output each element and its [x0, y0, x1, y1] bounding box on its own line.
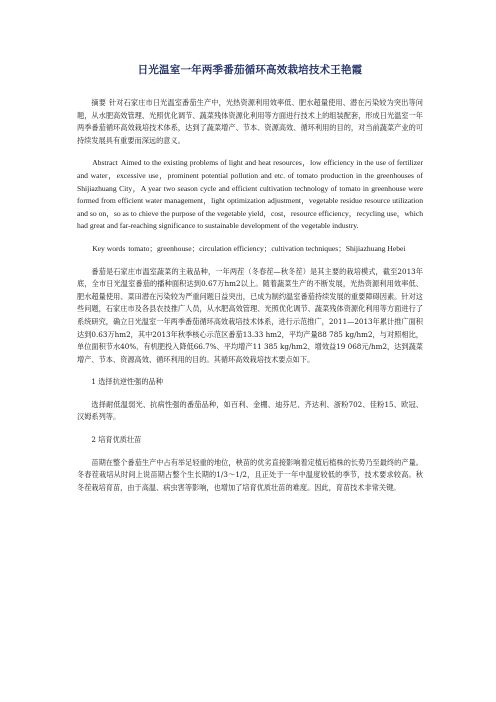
- abstract-cn-label: 摘要: [91, 98, 106, 107]
- document-page: [77, 62, 423, 504]
- section-paragraph: 选择耐低温弱光、抗病性强的番茄品种，如百利、金棚、迪芬尼、齐达利、浙粉702、佳粉15、欧冠、汉姆系列等。: [77, 399, 423, 422]
- abstract-en-text: Aimed to the existing problems of light and heat resources，low efficiency in the use of fertilizer and water，excessive use，prominent potential pollution and etc. of tomato production in the greenhouses of Shijiazhuang City，A year two season cycle and efficient cultivation technology of tomato in greenhouse were formed from efficient water management，light optimization adjustment，vegetable residue resource utilization and so on，so as to chieve the purpose of the vegetable yield，cost，resource efficiency，recycling use，which had great and far-reaching significance to sustainable development of the vegetable industry.: [77, 158, 423, 231]
- section-heading: 1 选择抗逆性强的品种: [91, 377, 163, 387]
- keywords: [77, 243, 423, 256]
- abstract-cn-text: 针对石家庄市日光温室番茄生产中，光热资源利用效率低、肥水超量使用、潜在污染较为突出等问题，从水肥高效管理、光照优化调节、蔬菜残体资源化利用等方面进行技术上的组装配套，形成日光温室一年两季番茄循环高效栽培技术体系，达到了蔬菜增产、节本、资源高效、循环利用的目的，对当前蔬菜产业的可持续发展具有重要而深远的意义。: [77, 98, 423, 145]
- keywords-label: Key words: [92, 243, 126, 253]
- section-paragraph: 苗期在整个番茄生产中占有举足轻重的地位，秧苗的优劣直接影响着定植后植株的长势乃至最终的产量。冬春茬栽培从时间上说苗期占整个生长期的1/3～1/2，且正处于一年中温度较低的季节，技术要求较高。秋冬茬栽培育苗，由于高温、病虫害等影响，也增加了培育优质壮苗的难度。因此，育苗技术非常关键。: [77, 457, 423, 492]
- keywords-text: tomato；greenhouse；circulation efficiency；cultivation techniques；Shijiazhuang Hebei: [128, 243, 406, 253]
- abstract-cn: [77, 97, 423, 147]
- section-heading: 2 培育优质壮苗: [91, 435, 142, 445]
- abstract-en-label: Abstract: [92, 158, 118, 168]
- intro-paragraph: 番茄是石家庄市温室蔬菜的主栽品种，一年两茬（冬春茬—秋冬茬）是其主要的栽培模式，截至2013年底，全市日光温室番茄的播种面积达到0.67万hm2以上。随着蔬菜生产的不断发展，光热资源利用效率低、肥水超量使用、菜田潜在污染较为严重问题日益突出，已成为制约温室番茄持续发展的重要障碍因素。针对这些问题，石家庄市及各县农技推广人员，从水肥高效管理、光照优化调节、蔬菜残体资源化利用等方面进行了系统研究，确立日光温室一年两季番茄循环高效栽培技术体系，进行示范推广，2011—2013年累计推广面积达到0.63万hm2，其中2013年秋季核心示范区番茄13.33 hm2，平均产量88 785 kg/hm2，与对照相比，单位面积节水40%、有机肥投入降低66.7%、平均增产11 385 kg/hm2、增效益19 068元/hm2，达到蔬菜增产、节本、资源高效、循环利用的目的。其循环高效栽培技术要点如下。: [77, 266, 423, 364]
- paper-title: 日光温室一年两季番茄循环高效栽培技术王艳霞: [137, 64, 363, 76]
- abstract-en: [77, 157, 423, 233]
